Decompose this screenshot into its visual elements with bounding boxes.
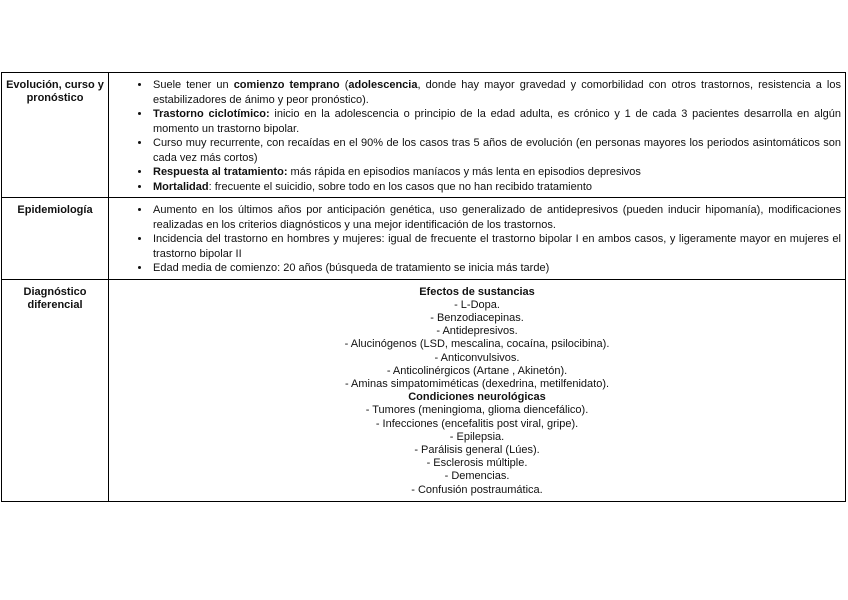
bullet-item (151, 203, 841, 232)
bullet-item (151, 180, 841, 195)
dd-item: - Aminas simpatomiméticas (dexedrina, metilfenidato). (344, 377, 610, 390)
dd-group-0 (109, 286, 845, 392)
dd-item: - Anticolinérgicos (Artane , Akinetón). (386, 364, 568, 377)
row-header-diagnostico: Diagnóstico diferencial (2, 279, 109, 501)
row-epidemiologia (2, 198, 846, 280)
bullet-item (151, 78, 841, 107)
bullet-item (151, 136, 841, 165)
dd-item: - Infecciones (encefalitis post viral, gripe). (375, 417, 579, 430)
bullet-item (151, 165, 841, 180)
bullet-item (151, 232, 841, 261)
row-content-epidemiologia (109, 198, 846, 280)
row-header-evolucion: Evolución, curso y pronóstico (2, 73, 109, 198)
dd-item: - Benzodiacepinas. (430, 311, 524, 324)
dd-group-title: Efectos de sustancias (419, 285, 535, 298)
bullet-list (109, 73, 845, 197)
bullet-item (151, 261, 841, 276)
dd-item: - Parálisis general (Lúes). (414, 443, 540, 456)
bold-text: adolescencia (348, 79, 418, 91)
bullet-item (151, 107, 841, 136)
dd-item: - Alucinógenos (LSD, mescalina, cocaína, psilocibina). (344, 338, 610, 351)
dd-item: - Tumores (meningioma, glioma diencefálico). (365, 404, 589, 417)
dd-group-1 (109, 391, 845, 497)
text-run: más rápida en episodios maníacos y más lenta en episodios depresivos (287, 166, 641, 178)
bold-text: Respuesta al tratamiento: (153, 166, 288, 178)
text-run: inicio en la adolescencia o principio de la edad adulta, es crónico y 1 de cada 3 pacientes desarrolla en algún momento un trastorno bipolar. (153, 108, 841, 135)
text-run: Curso muy recurrente, con recaídas en el 90% de los casos tras 5 años de evolución (en personas mayores los periodos asintomáticos son cada vez más cortos) (153, 137, 841, 164)
summary-table (1, 72, 846, 502)
bullet-list (109, 198, 845, 279)
row-header-epidemiologia: Epidemiología (2, 198, 109, 280)
dd-item: - Esclerosis múltiple. (426, 457, 528, 470)
text-run: Aumento en los últimos años por anticipación genética, uso generalizado de antidepresivos (pueden inducir hipomanía), modificaciones realizadas en los criterios diagnósticos y una mejor identificación de los trastornos. (153, 204, 841, 231)
dd-item: - L-Dopa. (454, 298, 500, 311)
text-run: Incidencia del trastorno en hombres y mujeres: igual de frecuente el trastorno bipolar I en ambos casos, y ligeramente mayor en mujeres el trastorno bipolar II (153, 233, 841, 260)
bold-text: comienzo temprano (233, 79, 340, 91)
text-run: Suele tener un (153, 79, 234, 91)
dd-group-title: Condiciones neurológicas (408, 391, 546, 404)
dd-item: - Antidepresivos. (436, 325, 518, 338)
text-run: : frecuente el suicidio, sobre todo en los casos que no han recibido tratamiento (208, 180, 593, 193)
text-run: , donde hay mayor gravedad y comorbilidad con otros trastornos, resistencia a los estabilizadores de ánimo y peor pronóstico). (153, 79, 841, 106)
row-content-diagnostico (109, 279, 846, 501)
dd-item: - Epilepsia. (449, 430, 505, 443)
bold-text: Mortalidad (153, 180, 209, 193)
row-diagnostico (2, 279, 846, 501)
text-run: ( (339, 79, 349, 91)
dd-item: - Demencias. (444, 470, 510, 483)
dd-item: - Confusión postraumática. (411, 483, 543, 496)
row-content-evolucion (109, 73, 846, 198)
row-evolucion (2, 73, 846, 198)
dd-item: - Anticonvulsivos. (434, 351, 520, 364)
text-run: Edad media de comienzo: 20 años (búsqueda de tratamiento se inicia más tarde) (153, 262, 550, 274)
bold-text: Trastorno ciclotímico: (153, 108, 270, 120)
